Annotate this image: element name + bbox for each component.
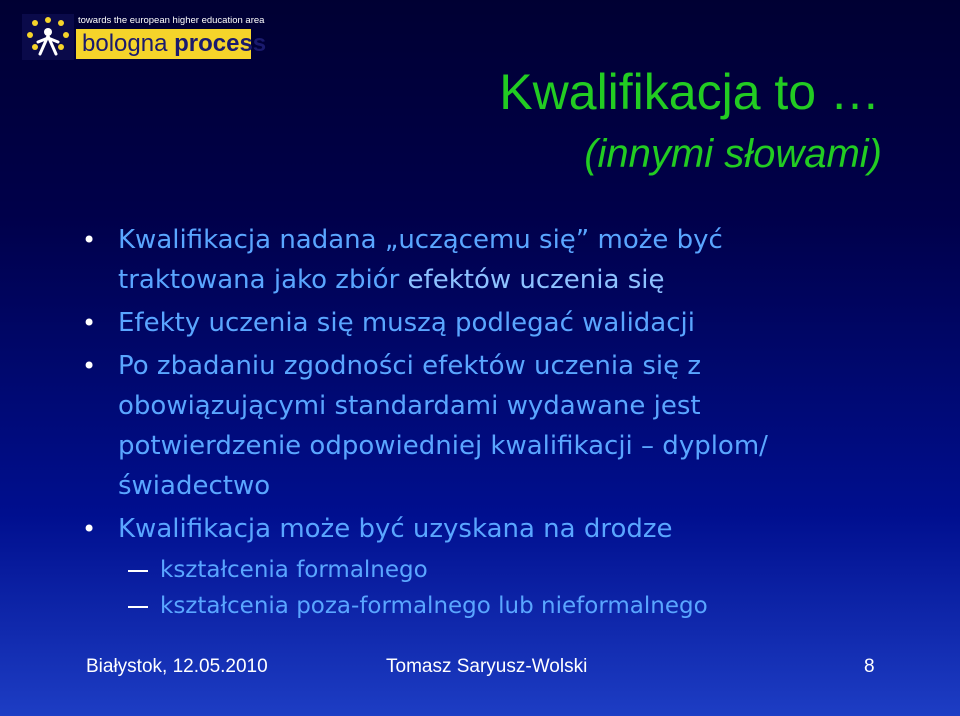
logo-name [82, 28, 266, 60]
logo-figure-icon [22, 14, 74, 60]
bullet-item [0, 346, 798, 506]
bullet-item [0, 303, 798, 343]
logo-name-regular: bologna [82, 30, 175, 57]
sub-bullet-item: kształcenia poza-formalnego lub nieformalnego [0, 588, 960, 624]
slide-title: Kwalifikacja to … [499, 64, 880, 120]
bullet-highlight: efektów uczenia się [407, 265, 665, 295]
sub-bullet-item: kształcenia formalnego [0, 552, 960, 588]
bullet-item [0, 220, 798, 300]
logo-name-bold: process [174, 30, 267, 57]
bullet-text: Kwalifikacja może być uzyskana na drodze [118, 514, 673, 544]
slide-content [0, 220, 960, 624]
footer-author: Tomasz Saryusz-Wolski [386, 656, 588, 677]
logo-tagline: towards the european higher education area [78, 15, 265, 26]
footer-location-date: Białystok, 12.05.2010 [86, 656, 268, 677]
bologna-process-logo [22, 14, 267, 60]
bullet-text: Kwalifikacja nadana „uczącemu się” może być traktowana jako zbiór [118, 225, 723, 295]
bullet-text: Po zbadaniu zgodności efektów uczenia się z obowiązującymi standardami wydawane jest potwierdzenie odpowiedniej kwalifikacji – dyplom/świadectwo [118, 351, 768, 501]
bullet-text: Efekty uczenia się muszą podlegać walidacji [118, 308, 695, 338]
bullet-item [0, 509, 798, 549]
footer-page-number: 8 [864, 656, 875, 677]
slide-subtitle: (innymi słowami) [584, 132, 882, 176]
